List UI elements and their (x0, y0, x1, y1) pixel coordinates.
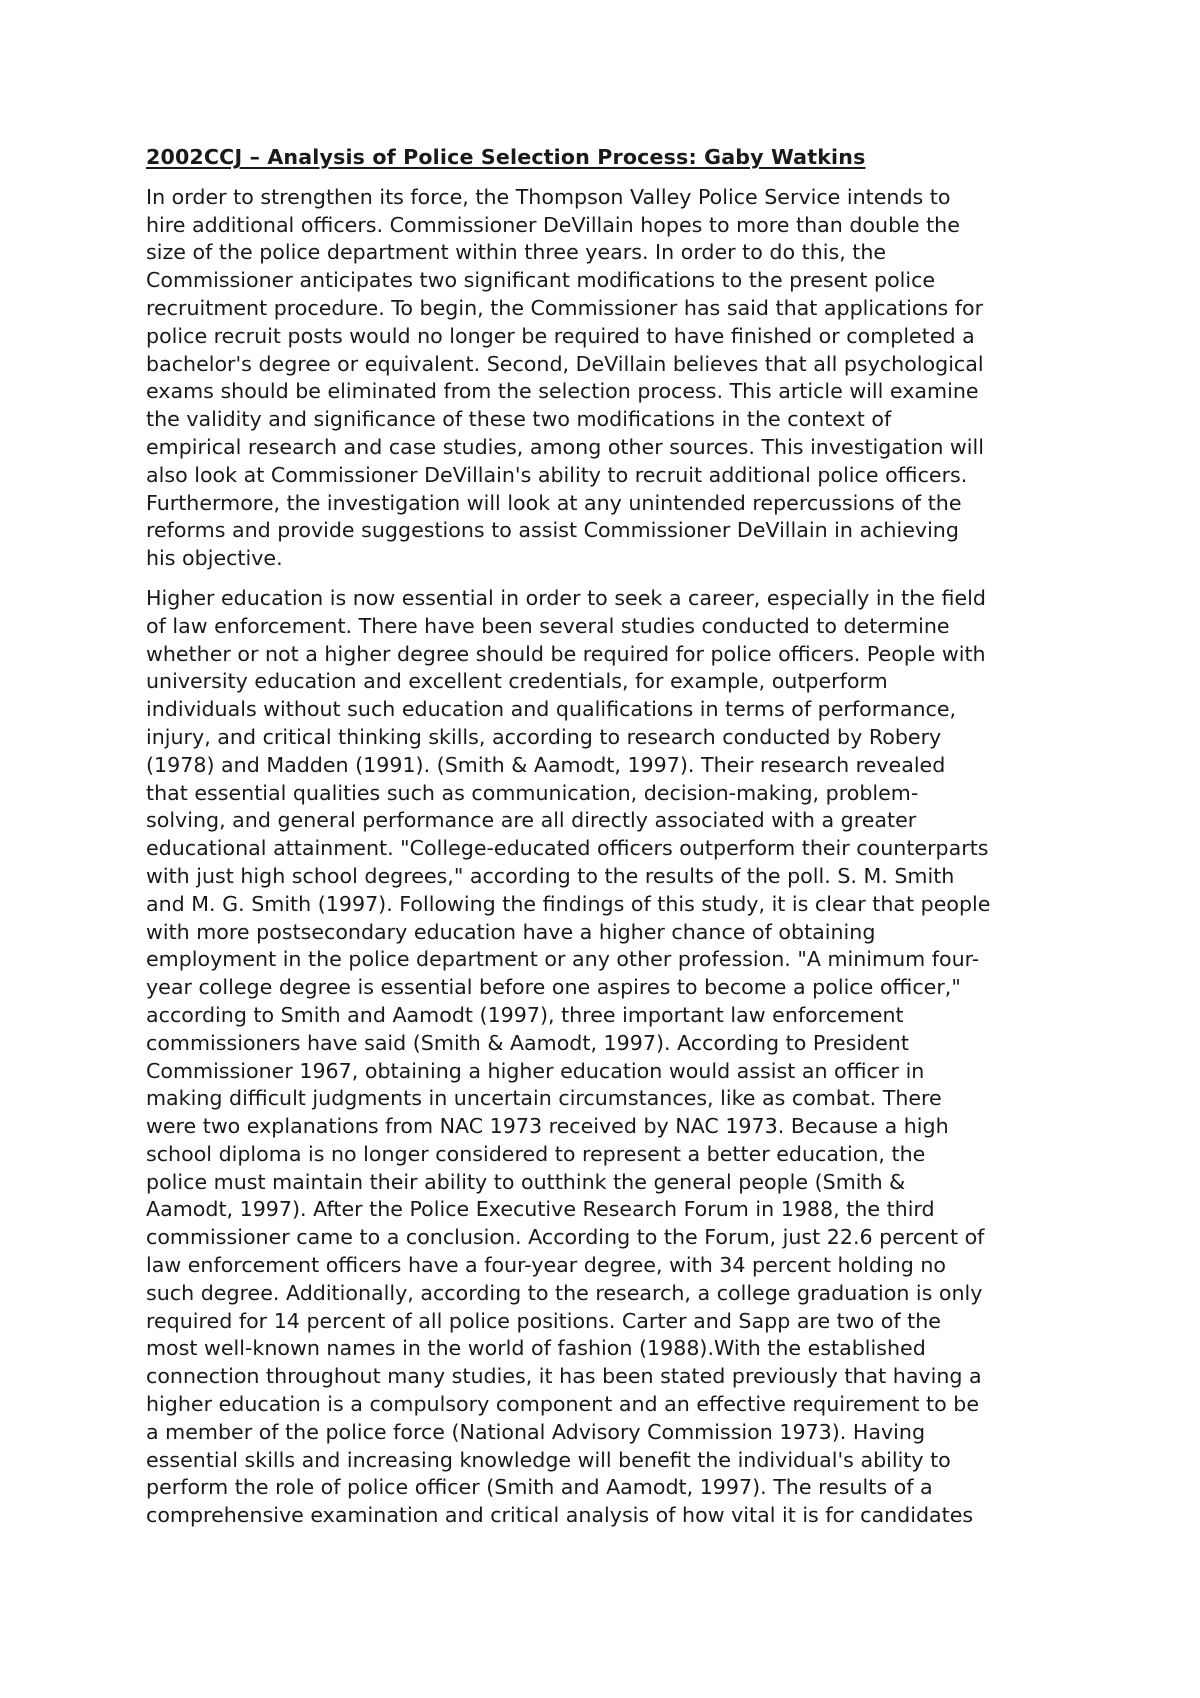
text-line: comprehensive examination and critical analysis of how vital it is for candidates (146, 1503, 974, 1528)
paragraph-container (146, 184, 1066, 1530)
text-line: law enforcement officers have a four-year degree, with 34 percent holding no (146, 1253, 946, 1278)
text-line: hire additional officers. Commissioner DeVillain hopes to more than double the (146, 212, 960, 237)
text-line: higher education is a compulsory component and an effective requirement to be (146, 1392, 980, 1417)
text-line: (1978) and Madden (1991). (Smith & Aamodt, 1997). Their research revealed (146, 752, 946, 777)
text-line: school diploma is no longer considered to represent a better education, the (146, 1141, 926, 1166)
text-line: reforms and provide suggestions to assist Commissioner DeVillain in achieving (146, 518, 959, 543)
text-line: of law enforcement. There have been several studies conducted to determine (146, 613, 950, 638)
text-line: size of the police department within three years. In order to do this, the (146, 240, 887, 265)
text-line: Commissioner anticipates two significant modifications to the present police (146, 268, 936, 293)
text-line: required for 14 percent of all police positions. Carter and Sapp are two of the (146, 1308, 941, 1333)
text-line: also look at Commissioner DeVillain's ability to recruit additional police officers. (146, 462, 968, 487)
text-line: the validity and significance of these two modifications in the context of (146, 407, 892, 432)
document-body (146, 144, 1066, 1542)
text-line: injury, and critical thinking skills, according to research conducted by Robery (146, 724, 942, 749)
text-line: police must maintain their ability to outthink the general people (Smith & (146, 1169, 906, 1194)
text-line: police recruit posts would no longer be required to have finished or completed a (146, 323, 975, 348)
text-line: whether or not a higher degree should be required for police officers. People with (146, 641, 986, 666)
text-line: commissioner came to a conclusion. According to the Forum, just 22.6 percent of (146, 1225, 985, 1250)
body-paragraph (146, 585, 1066, 1530)
text-line: most well-known names in the world of fashion (1988).With the established (146, 1336, 926, 1361)
text-line: perform the role of police officer (Smith and Aamodt, 1997). The results of a (146, 1475, 933, 1500)
text-line: In order to strengthen its force, the Thompson Valley Police Service intends to (146, 184, 951, 209)
text-line: bachelor's degree or equivalent. Second, DeVillain believes that all psychological (146, 351, 984, 376)
text-line: Aamodt, 1997). After the Police Executive Research Forum in 1988, the third (146, 1197, 935, 1222)
text-line: with more postsecondary education have a higher chance of obtaining (146, 919, 876, 944)
text-line: commissioners have said (Smith & Aamodt, 1997). According to President (146, 1030, 909, 1055)
text-line: connection throughout many studies, it has been stated previously that having a (146, 1364, 982, 1389)
text-line: Higher education is now essential in order to seek a career, especially in the field (146, 585, 986, 610)
text-line: recruitment procedure. To begin, the Commissioner has said that applications for (146, 295, 984, 320)
text-line: empirical research and case studies, among other sources. This investigation will (146, 434, 984, 459)
text-line: year college degree is essential before one aspires to become a police officer," (146, 975, 961, 1000)
body-paragraph (146, 184, 1066, 573)
text-line: his objective. (146, 546, 283, 571)
text-line: such degree. Additionally, according to the research, a college graduation is only (146, 1280, 983, 1305)
text-line: and M. G. Smith (1997). Following the findings of this study, it is clear that people (146, 891, 991, 916)
text-line: educational attainment. "College-educated officers outperform their counterparts (146, 836, 989, 861)
text-line: individuals without such education and qualifications in terms of performance, (146, 697, 957, 722)
text-line: Furthermore, the investigation will look at any unintended repercussions of the (146, 490, 962, 515)
text-line: employment in the police department or any other profession. "A minimum four- (146, 947, 980, 972)
text-line: exams should be eliminated from the selection process. This article will examine (146, 379, 979, 404)
document-title: 2002CCJ – Analysis of Police Selection Process: Gaby Watkins (146, 145, 866, 169)
text-line: with just high school degrees," according to the results of the poll. S. M. Smith (146, 863, 955, 888)
text-line: essential skills and increasing knowledge will benefit the individual's ability to (146, 1447, 951, 1472)
text-line: according to Smith and Aamodt (1997), three important law enforcement (146, 1002, 904, 1027)
text-line: making difficult judgments in uncertain circumstances, like as combat. There (146, 1086, 942, 1111)
text-line: were two explanations from NAC 1973 received by NAC 1973. Because a high (146, 1114, 949, 1139)
text-line: that essential qualities such as communication, decision-making, problem- (146, 780, 919, 805)
text-line: a member of the police force (National Advisory Commission 1973). Having (146, 1419, 926, 1444)
text-line: solving, and general performance are all directly associated with a greater (146, 808, 917, 833)
text-line: university education and excellent credentials, for example, outperform (146, 669, 888, 694)
text-line: Commissioner 1967, obtaining a higher education would assist an officer in (146, 1058, 925, 1083)
